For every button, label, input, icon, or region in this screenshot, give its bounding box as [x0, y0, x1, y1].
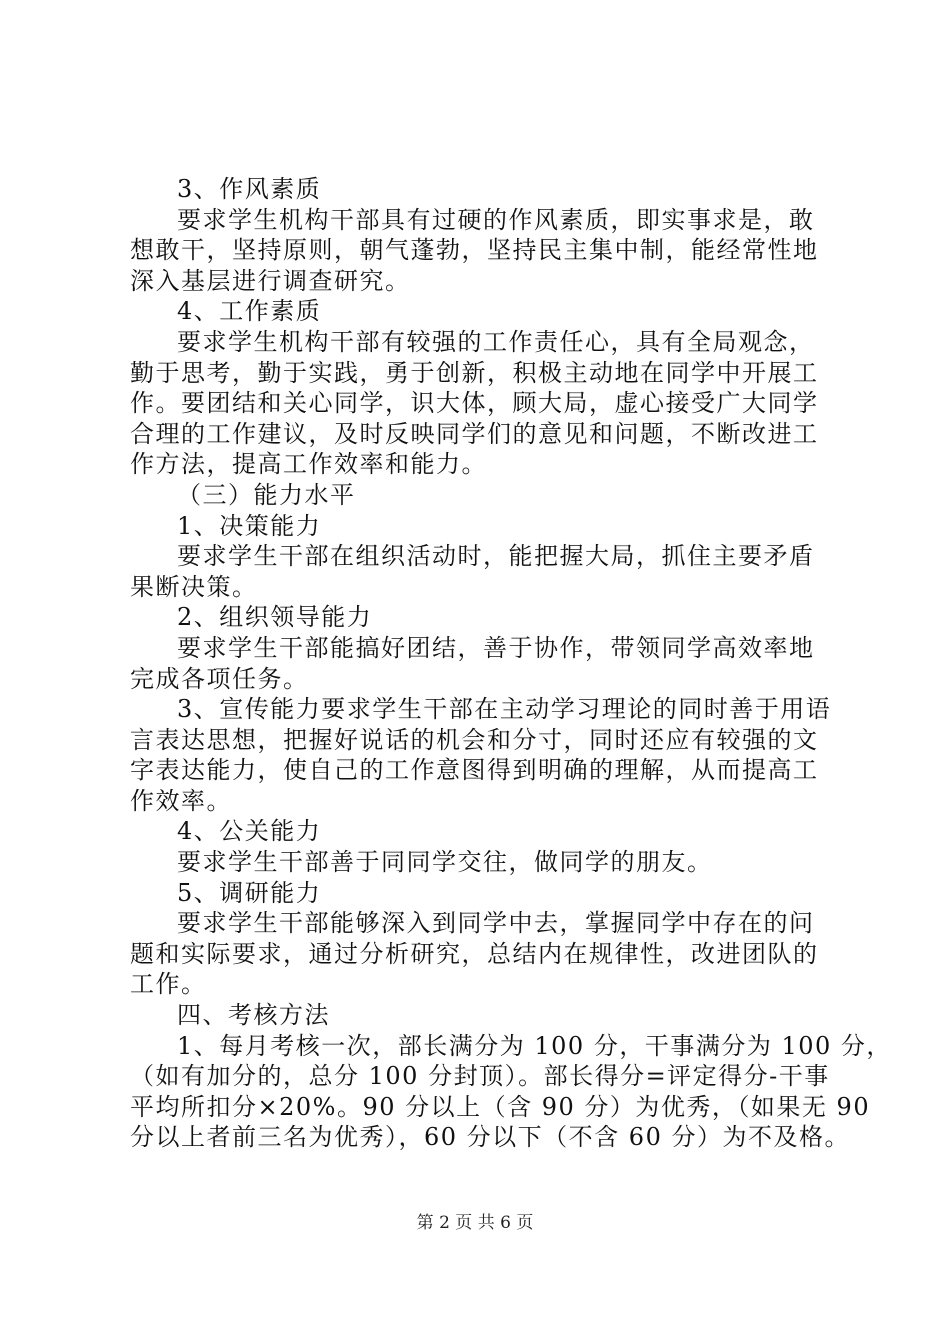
- document-body: [130, 174, 892, 1153]
- paragraph-line: 平均所扣分×20%。90 分以上（含 90 分）为优秀，（如果无 90: [130, 1092, 871, 1121]
- paragraph-line: 完成各项任务。: [130, 664, 309, 693]
- page-number-footer: 第 2 页 共 6 页: [416, 1213, 534, 1233]
- paragraph-line: 要求学生干部能搞好团结，善于协作，带领同学高效率地: [177, 633, 815, 662]
- paragraph-line: （如有加分的，总分 100 分封顶）。部长得分=评定得分-干事: [130, 1062, 830, 1091]
- paragraph-line: 题和实际要求，通过分析研究，总结内在规律性，改进团队的: [130, 939, 819, 968]
- paragraph-line: 勤于思考，勤于实践，勇于创新，积极主动地在同学中开展工: [130, 358, 819, 387]
- paragraph-line: 要求学生干部在组织活动时，能把握大局，抓住主要矛盾: [177, 542, 815, 571]
- paragraph-line: 言表达思想，把握好说话的机会和分寸，同时还应有较强的文: [130, 725, 819, 754]
- paragraph-line: 要求学生干部善于同同学交往，做同学的朋友。: [177, 848, 713, 877]
- paragraph-line: 深入基层进行调查研究。: [130, 266, 411, 295]
- paragraph-line: 要求学生机构干部具有过硬的作风素质，即实事求是，敢: [177, 205, 815, 234]
- paragraph-line: 合理的工作建议，及时反映同学们的意见和问题，不断改进工: [130, 419, 819, 448]
- paragraph-line: 作。要团结和关心同学，识大体，顾大局，虚心接受广大同学: [130, 389, 819, 418]
- section-heading: 4、公关能力: [177, 817, 322, 846]
- section-heading: 4、工作素质: [177, 297, 322, 326]
- paragraph-line: 要求学生机构干部有较强的工作责任心，具有全局观念，: [177, 327, 815, 356]
- section-heading: 2、组织领导能力: [177, 603, 373, 632]
- paragraph-line: 1、每月考核一次，部长满分为 100 分，干事满分为 100 分，: [177, 1031, 892, 1060]
- section-heading: 1、决策能力: [177, 511, 322, 540]
- paragraph-line: 果断决策。: [130, 572, 258, 601]
- paragraph-line: 分以上者前三名为优秀），60 分以下（不含 60 分）为不及格。: [130, 1123, 850, 1152]
- paragraph-line: 作效率。: [130, 786, 232, 815]
- paragraph-line: 想敢干，坚持原则，朝气蓬勃，坚持民主集中制，能经常性地: [130, 236, 819, 265]
- paragraph-line: 字表达能力，使自己的工作意图得到明确的理解，从而提高工: [130, 756, 819, 785]
- section-heading: （三）能力水平: [177, 480, 356, 509]
- paragraph-line: 3、宣传能力要求学生干部在主动学习理论的同时善于用语: [177, 695, 832, 724]
- section-heading: 四、考核方法: [177, 1001, 330, 1030]
- paragraph-line: 作方法，提高工作效率和能力。: [130, 450, 487, 479]
- section-heading: 5、调研能力: [177, 878, 322, 907]
- paragraph-line: 工作。: [130, 970, 207, 999]
- paragraph-line: 要求学生干部能够深入到同学中去，掌握同学中存在的问: [177, 909, 815, 938]
- section-heading: 3、作风素质: [177, 175, 322, 203]
